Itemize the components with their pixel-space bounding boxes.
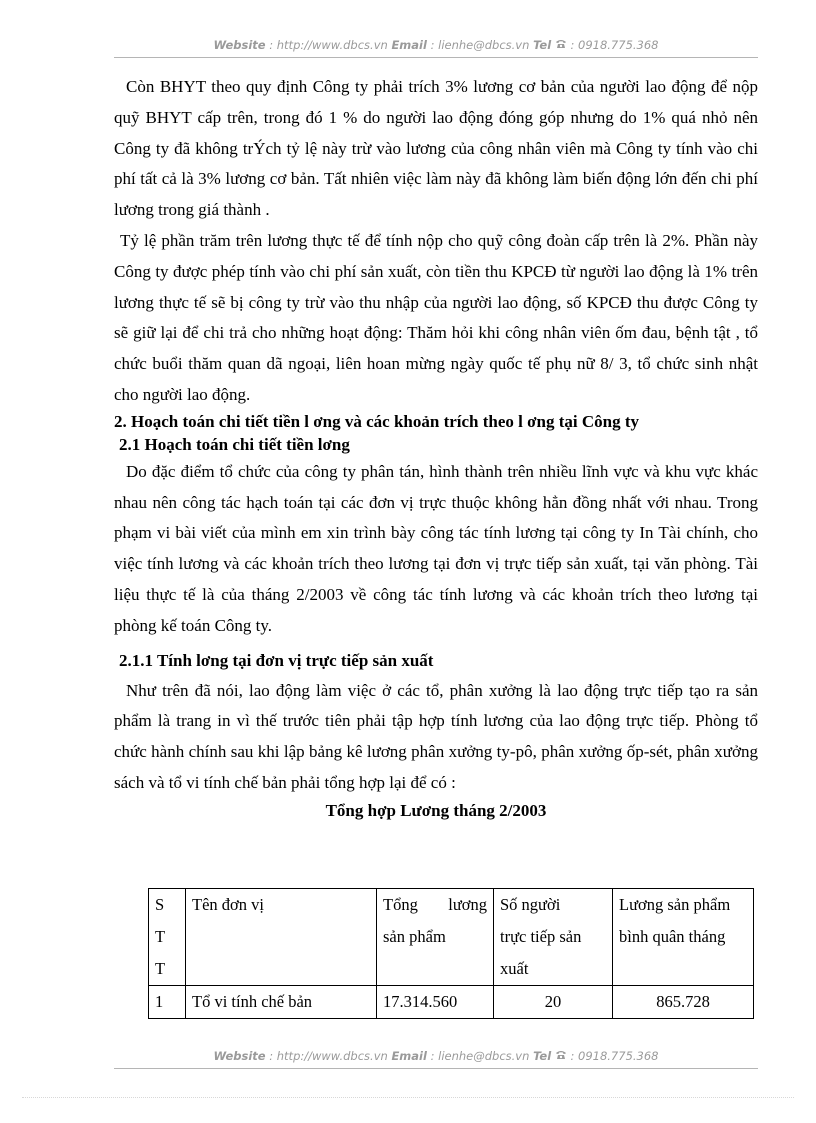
paragraph-kpcd: Tỷ lệ phần trăm trên lương thực tế để tính nộp cho quỹ công đoàn cấp trên là 2%. Phần này Công ty được phép tính vào chi phí sản xuất, còn tiền thu KPCĐ từ người lao động là 1% trên lương thực tế sẽ bị công ty trừ vào thu nhập của người lao động, số KPCĐ thu được Công ty sẽ giữ lại để chi trả cho những hoạt động: Thăm hỏi khi công nhân viên ốm đau, bệnh tật , tổ chức buổi thăm quan dã ngoại, liên hoan mừng ngày quốc tế phụ nữ 8/ 3, tổ chức sinh nhật cho người lao động. [114, 230, 758, 404]
table-title: Tổng hợp Lương tháng 2/2003 [325, 800, 547, 820]
table-row [149, 986, 754, 1019]
footer-email-label: Email [391, 1049, 427, 1063]
header-divider [114, 57, 758, 58]
page-edge-divider [22, 1097, 794, 1098]
cell-workers: 20 [494, 986, 613, 1019]
table-header-row [149, 889, 754, 986]
email-value: : lienhe@dbcs.vn [430, 38, 530, 52]
tel-label: Tel [533, 38, 552, 52]
document-body [114, 72, 758, 823]
page-footer [114, 1049, 758, 1063]
cell-stt: 1 [149, 986, 186, 1019]
footer-website-label: Website [213, 1049, 266, 1063]
email-label: Email [391, 38, 427, 52]
paragraph-bhyt: Còn BHYT theo quy định Công ty phải trích 3% lương cơ bản của người lao động để nộp quỹ BHYT cấp trên, trong đó 1 % do người lao động đóng góp nhưng do 1% quá nhỏ nên Công ty đã không trÝch tỷ lệ này trừ vào lương của công nhân viên mà Công ty tính vào chi phí tất cả là 3% lương cơ bản. Tất nhiên việc làm này đã không làm biến động lớn đến chi phí lương trong giá thành . [114, 77, 758, 220]
website-url: : http://www.dbcs.vn [269, 38, 388, 52]
page-header [114, 38, 758, 52]
section-heading-2: 2. Hoạch toán chi tiết tiền l ơng và các khoản trích theo l ơng tại Công ty [114, 411, 640, 431]
section-heading-2-1-1: 2.1.1 Tính lơng tại đơn vị trực tiếp sản xuất [119, 650, 434, 670]
header-direct-workers: Số người trực tiếp sản xuất [494, 889, 613, 986]
salary-summary-table [148, 888, 754, 1019]
header-stt: S T T [149, 889, 186, 986]
tel-value: : 0918.775.368 [570, 38, 659, 52]
header-total-salary: Tổng lương sản phẩm [377, 889, 494, 986]
header-average-salary: Lương sản phẩm bình quân tháng [613, 889, 754, 986]
footer-email-value: : lienhe@dbcs.vn [430, 1049, 530, 1063]
header-unit-name: Tên đơn vị [186, 889, 377, 986]
footer-tel-label: Tel [533, 1049, 552, 1063]
section-heading-2-1: 2.1 Hoạch toán chi tiết tiền lơng [119, 434, 350, 454]
paragraph-production: Như trên đã nói, lao động làm việc ở các tổ, phân xưởng là lao động trực tiếp tạo ra sản phẩm là trang in vì thế trước tiên phải tập hợp tính lương của lao động trực tiếp. Phòng tổ chức hành chính sau khi lập bảng kê lương phân xưởng ty-pô, phân xưởng ốp-sét, phân xưởng sách và tổ vi tính chế bản phải tổng hợp lại để có : [114, 680, 758, 792]
cell-average: 865.728 [613, 986, 754, 1019]
phone-icon [555, 38, 571, 52]
footer-tel-value: : 0918.775.368 [570, 1049, 659, 1063]
paragraph-organization: Do đặc điểm tổ chức của công ty phân tán, hình thành trên nhiều lĩnh vực và khu vực khác nhau nên công tác hạch toán tại các đơn vị trực thuộc không hẳn đồng nhất với nhau. Trong phạm vi bài viết của mình em xin trình bày công tác tính lương tại công ty In Tài chính, cho việc tính lương và các khoản trích theo lương tại đơn vị trực tiếp sản xuất, tại văn phòng. Tài liệu thực tế là của tháng 2/2003 về công tác tính lương và các khoản trích theo lương tại phòng kế toán Công ty. [114, 461, 758, 635]
website-label: Website [213, 38, 266, 52]
cell-unit: Tổ vi tính chế bản [186, 986, 377, 1019]
cell-total: 17.314.560 [377, 986, 494, 1019]
footer-website-url: : http://www.dbcs.vn [269, 1049, 388, 1063]
footer-divider [114, 1068, 758, 1069]
phone-icon [555, 1049, 571, 1063]
